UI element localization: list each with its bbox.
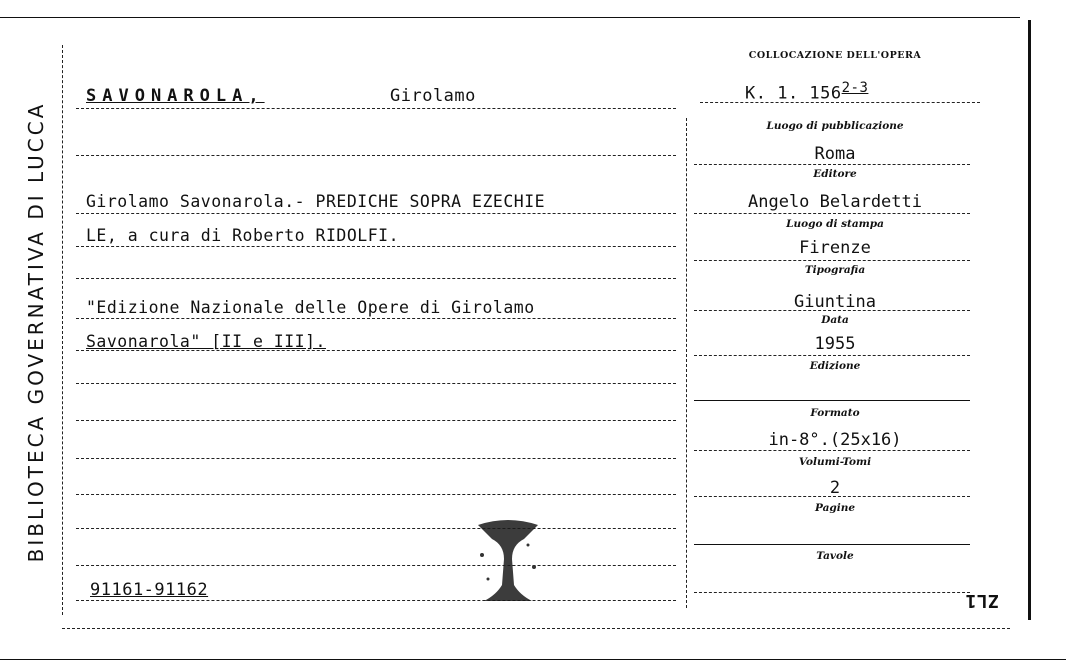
field-rule <box>694 164 970 165</box>
top-border <box>0 17 1020 18</box>
series-line-1: "Edizione Nazionale delle Opere di Girolamo <box>86 298 535 317</box>
title-line-1: Girolamo Savonarola.- PREDICHE SOPRA EZECHIE <box>86 192 546 211</box>
left-margin-rule <box>62 45 63 615</box>
place-value: Roma <box>814 144 856 164</box>
author-name: Girolamo <box>390 86 476 106</box>
publisher-value: Angelo Belardetti <box>748 192 922 212</box>
left-rule <box>76 565 676 566</box>
plates-label: Tavole <box>816 550 854 562</box>
library-stamp <box>468 515 548 605</box>
institution-name: BIBLIOTECA GOVERNATIVA DI LUCCA <box>24 101 48 563</box>
pages-label: Pagine <box>814 502 856 514</box>
publisher-label: Editore <box>813 168 857 180</box>
bottom-border <box>62 628 1010 629</box>
left-rule <box>76 600 676 601</box>
left-rule <box>76 318 676 319</box>
inventory-number: 91161-91162 <box>90 580 209 600</box>
collocation-value <box>745 80 868 104</box>
left-rule <box>76 383 676 384</box>
right-edge <box>1028 20 1031 620</box>
collocation-number: K. 1. 156 <box>745 83 842 104</box>
print-place-value: Firenze <box>799 238 871 258</box>
printer-label: Tipografia <box>804 264 866 276</box>
collocation-volumes: 2-3 <box>841 80 869 96</box>
field-rule <box>694 213 970 214</box>
left-rule <box>76 494 676 495</box>
corner-mark: ZL1 <box>965 590 1000 611</box>
field-rule <box>694 400 970 401</box>
left-rule <box>76 246 676 247</box>
field-rule <box>694 450 970 451</box>
field-rule <box>694 544 970 545</box>
field-rule <box>694 260 970 261</box>
edition-label: Edizione <box>809 360 861 372</box>
author-surname: SAVONAROLA, <box>86 86 265 106</box>
printer-value: Giuntina <box>794 292 876 312</box>
column-divider <box>686 118 687 608</box>
left-rule <box>76 213 676 214</box>
volumes-value: 2 <box>829 478 841 498</box>
field-rule <box>694 592 970 593</box>
date-value: 1955 <box>814 334 856 354</box>
left-rule <box>76 155 676 156</box>
print-place-label: Luogo di stampa <box>786 218 884 230</box>
card-edge <box>0 659 1066 660</box>
series-line-2: Savonarola" [II e III]. <box>86 332 326 351</box>
format-value: in-8°.(25x16) <box>768 430 902 450</box>
field-rule <box>694 496 970 497</box>
date-label: Data <box>821 314 849 326</box>
left-rule <box>76 278 676 279</box>
volumes-label: Volumi-Tomi <box>798 456 872 468</box>
title-line-2: LE, a cura di Roberto RIDOLFI. <box>86 226 400 245</box>
left-rule <box>76 528 676 529</box>
collocation-rule <box>700 102 980 103</box>
collocation-header: COLLOCAZIONE DELL'OPERA <box>748 50 922 61</box>
format-label: Formato <box>810 407 860 419</box>
field-rule <box>694 355 970 356</box>
left-rule <box>76 420 676 421</box>
author-rule <box>76 108 676 109</box>
left-rule <box>76 458 676 459</box>
place-label: Luogo di pubblicazione <box>766 120 904 132</box>
field-rule <box>694 310 970 311</box>
